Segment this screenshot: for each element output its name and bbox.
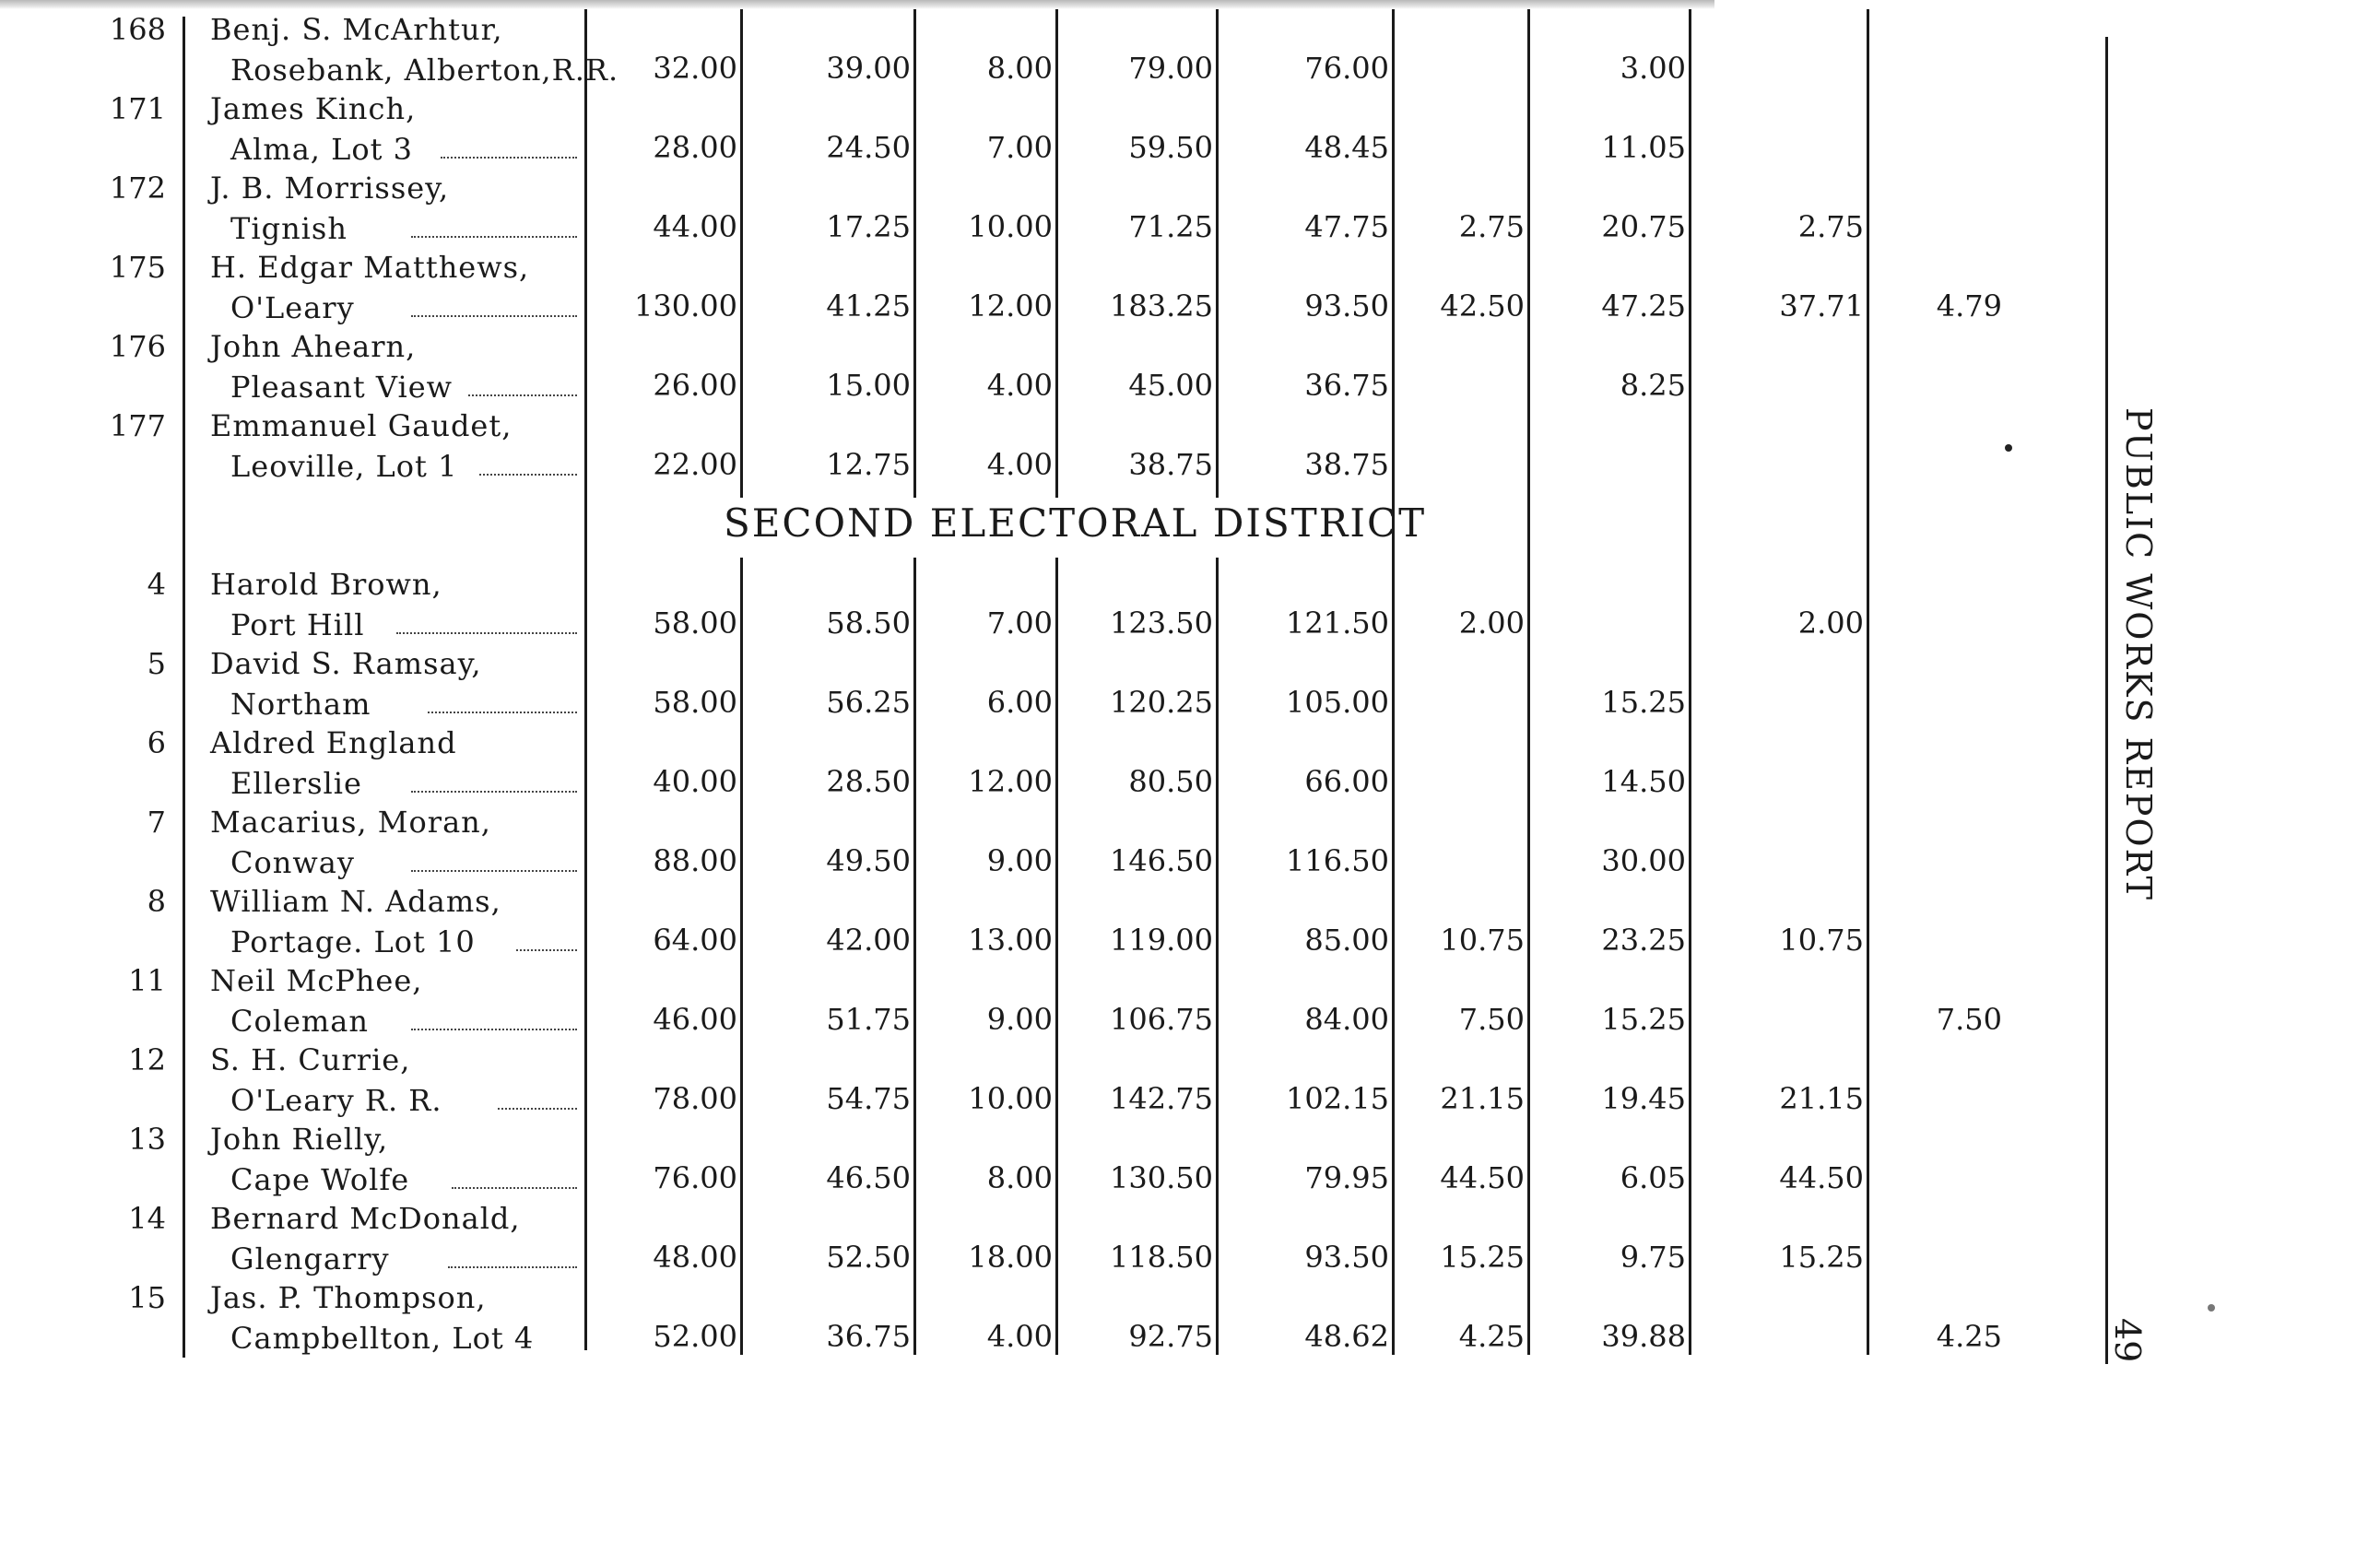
contractor-name: Neil McPhee, — [210, 963, 423, 998]
amount-c3: 10.00 — [968, 1081, 1053, 1116]
amount-c7: 6.05 — [1620, 1160, 1686, 1195]
amount-c2: 52.50 — [826, 1240, 911, 1275]
entry-number: 14 — [128, 1201, 166, 1236]
entry-number: 15 — [128, 1280, 166, 1315]
contractor-name: Jas. P. Thompson, — [210, 1280, 487, 1315]
amount-c4: 45.00 — [1128, 368, 1213, 403]
amount-c2: 54.75 — [826, 1081, 911, 1116]
amount-c5: 84.00 — [1304, 1002, 1389, 1037]
table-row — [0, 564, 2380, 643]
amount-c9: 4.79 — [1936, 288, 2002, 323]
amount-c9: 7.50 — [1936, 1002, 2002, 1037]
contractor-location: Coleman — [230, 1004, 369, 1039]
amount-c7: 20.75 — [1601, 209, 1686, 244]
amount-c7: 23.25 — [1601, 923, 1686, 958]
amount-c1: 46.00 — [653, 1002, 737, 1037]
leader-dots — [411, 236, 577, 238]
amount-c3: 6.00 — [986, 685, 1053, 720]
entry-number: 176 — [109, 329, 166, 364]
amount-c6: 15.25 — [1440, 1240, 1525, 1275]
amount-c7: 14.50 — [1601, 764, 1686, 799]
contractor-name: S. H. Currie, — [210, 1042, 411, 1077]
amount-c2: 36.75 — [826, 1319, 911, 1354]
table-row — [0, 168, 2380, 247]
section-heading: SECOND ELECTORAL DISTRICT — [724, 500, 1427, 546]
amount-c2: 46.50 — [826, 1160, 911, 1195]
table-row — [0, 1040, 2380, 1119]
amount-c8: 44.50 — [1779, 1160, 1864, 1195]
amount-c4: 80.50 — [1128, 764, 1213, 799]
amount-c7: 3.00 — [1620, 51, 1686, 86]
amount-c1: 78.00 — [653, 1081, 737, 1116]
contractor-location: Leoville, Lot 1 — [230, 449, 458, 484]
amount-c2: 17.25 — [826, 209, 911, 244]
amount-c5: 121.50 — [1286, 606, 1389, 641]
leader-dots — [498, 1108, 577, 1110]
contractor-location: Pleasant View — [230, 370, 454, 405]
amount-c3: 7.00 — [986, 606, 1053, 641]
amount-c1: 28.00 — [653, 130, 737, 165]
amount-c6: 42.50 — [1440, 288, 1525, 323]
contractor-name: Bernard McDonald, — [210, 1201, 521, 1236]
amount-c7: 9.75 — [1620, 1240, 1686, 1275]
entry-number: 171 — [109, 91, 166, 126]
contractor-name: David S. Ramsay, — [210, 646, 482, 681]
amount-c3: 18.00 — [968, 1240, 1053, 1275]
leader-dots — [448, 1266, 577, 1268]
entry-number: 172 — [109, 171, 166, 206]
leader-dots — [411, 791, 577, 793]
amount-c4: 38.75 — [1128, 447, 1213, 482]
contractor-name: William N. Adams, — [210, 884, 501, 919]
table-row — [0, 9, 2380, 88]
leader-dots — [411, 1029, 577, 1030]
table-row — [0, 1119, 2380, 1198]
amount-c3: 13.00 — [968, 923, 1053, 958]
amount-c5: 79.95 — [1304, 1160, 1389, 1195]
amount-c7: 39.88 — [1601, 1319, 1686, 1354]
table-row — [0, 643, 2380, 723]
leader-dots — [411, 315, 577, 317]
amount-c2: 51.75 — [826, 1002, 911, 1037]
amount-c1: 40.00 — [653, 764, 737, 799]
amount-c2: 56.25 — [826, 685, 911, 720]
amount-c3: 12.00 — [968, 288, 1053, 323]
amount-c8: 2.00 — [1797, 606, 1864, 641]
amount-c5: 93.50 — [1304, 288, 1389, 323]
amount-c7: 47.25 — [1601, 288, 1686, 323]
amount-c1: 32.00 — [653, 51, 737, 86]
amount-c3: 4.00 — [986, 1319, 1053, 1354]
amount-c5: 47.75 — [1304, 209, 1389, 244]
entry-number: 4 — [147, 567, 166, 602]
amount-c7: 8.25 — [1620, 368, 1686, 403]
amount-c6: 2.75 — [1458, 209, 1525, 244]
amount-c4: 142.75 — [1110, 1081, 1213, 1116]
amount-c3: 8.00 — [986, 51, 1053, 86]
amount-c1: 130.00 — [634, 288, 737, 323]
leader-dots — [452, 1187, 577, 1189]
contractor-name: John Rielly, — [210, 1122, 389, 1157]
amount-c5: 93.50 — [1304, 1240, 1389, 1275]
amount-c1: 22.00 — [653, 447, 737, 482]
amount-c3: 4.00 — [986, 447, 1053, 482]
amount-c5: 36.75 — [1304, 368, 1389, 403]
contractor-location: Portage. Lot 10 — [230, 924, 476, 959]
amount-c5: 105.00 — [1286, 685, 1389, 720]
amount-c4: 92.75 — [1128, 1319, 1213, 1354]
amount-c1: 26.00 — [653, 368, 737, 403]
leader-dots — [441, 157, 577, 159]
amount-c6: 2.00 — [1458, 606, 1525, 641]
amount-c4: 71.25 — [1128, 209, 1213, 244]
amount-c1: 88.00 — [653, 843, 737, 878]
amount-c1: 58.00 — [653, 606, 737, 641]
amount-c4: 120.25 — [1110, 685, 1213, 720]
leader-dots — [396, 632, 577, 634]
leader-dots — [428, 712, 577, 713]
contractor-name: Aldred England — [210, 725, 457, 760]
contractor-name: Macarius, Moran, — [210, 805, 491, 840]
contractor-location: Tignish — [230, 211, 348, 246]
table-row — [0, 1277, 2380, 1357]
amount-c2: 12.75 — [826, 447, 911, 482]
table-row — [0, 802, 2380, 881]
leader-dots — [468, 394, 577, 396]
amount-c1: 76.00 — [653, 1160, 737, 1195]
entry-number: 5 — [147, 646, 166, 681]
table-row — [0, 88, 2380, 168]
contractor-location: Campbellton, Lot 4 — [230, 1321, 535, 1356]
contractor-name: John Ahearn, — [210, 329, 417, 364]
table-row — [0, 247, 2380, 326]
leader-dots — [516, 949, 577, 951]
contractor-name: James Kinch, — [210, 91, 417, 126]
amount-c8: 21.15 — [1779, 1081, 1864, 1116]
page-number: 49 — [2107, 1318, 2148, 1363]
side-title: PUBLIC WORKS REPORT — [2118, 407, 2159, 901]
amount-c4: 118.50 — [1110, 1240, 1213, 1275]
amount-c1: 44.00 — [653, 209, 737, 244]
amount-c5: 38.75 — [1304, 447, 1389, 482]
amount-c6: 44.50 — [1440, 1160, 1525, 1195]
amount-c5: 85.00 — [1304, 923, 1389, 958]
amount-c7: 15.25 — [1601, 1002, 1686, 1037]
entry-number: 13 — [128, 1122, 166, 1157]
amount-c4: 119.00 — [1110, 923, 1213, 958]
amount-c6: 4.25 — [1458, 1319, 1525, 1354]
amount-c3: 9.00 — [986, 843, 1053, 878]
amount-c4: 123.50 — [1110, 606, 1213, 641]
contractor-location: Alma, Lot 3 — [230, 132, 414, 167]
amount-c1: 64.00 — [653, 923, 737, 958]
amount-c7: 19.45 — [1601, 1081, 1686, 1116]
contractor-location: Rosebank, Alberton,R.R. — [230, 53, 619, 88]
amount-c6: 7.50 — [1458, 1002, 1525, 1037]
amount-c2: 42.00 — [826, 923, 911, 958]
amount-c8: 37.71 — [1779, 288, 1864, 323]
ink-speck — [2005, 444, 2012, 452]
table-row — [0, 960, 2380, 1040]
table-row — [0, 1198, 2380, 1277]
contractor-location: Cape Wolfe — [230, 1162, 410, 1197]
amount-c9: 4.25 — [1936, 1319, 2002, 1354]
leader-dots — [411, 870, 577, 872]
amount-c2: 39.00 — [826, 51, 911, 86]
amount-c4: 183.25 — [1110, 288, 1213, 323]
contractor-name: Benj. S. McArhtur, — [210, 12, 503, 47]
entry-number: 11 — [128, 963, 166, 998]
amount-c3: 4.00 — [986, 368, 1053, 403]
table-row — [0, 326, 2380, 406]
leader-dots — [479, 474, 577, 476]
contractor-location: Northam — [230, 687, 371, 722]
amount-c5: 66.00 — [1304, 764, 1389, 799]
amount-c6: 21.15 — [1440, 1081, 1525, 1116]
table-row — [0, 881, 2380, 960]
entry-number: 12 — [128, 1042, 166, 1077]
amount-c5: 48.45 — [1304, 130, 1389, 165]
amount-c5: 102.15 — [1286, 1081, 1389, 1116]
amount-c4: 146.50 — [1110, 843, 1213, 878]
amount-c4: 79.00 — [1128, 51, 1213, 86]
amount-c2: 24.50 — [826, 130, 911, 165]
contractor-location: Conway — [230, 845, 355, 880]
amount-c2: 15.00 — [826, 368, 911, 403]
amount-c7: 30.00 — [1601, 843, 1686, 878]
amount-c2: 28.50 — [826, 764, 911, 799]
amount-c3: 9.00 — [986, 1002, 1053, 1037]
contractor-location: Ellerslie — [230, 766, 362, 801]
amount-c4: 59.50 — [1128, 130, 1213, 165]
contractor-location: Port Hill — [230, 607, 365, 642]
entry-number: 7 — [147, 805, 166, 840]
amount-c2: 58.50 — [826, 606, 911, 641]
contractor-location: O'Leary — [230, 290, 355, 325]
amount-c3: 10.00 — [968, 209, 1053, 244]
contractor-name: Harold Brown, — [210, 567, 442, 602]
entry-number: 175 — [109, 250, 166, 285]
amount-c3: 7.00 — [986, 130, 1053, 165]
amount-c1: 58.00 — [653, 685, 737, 720]
amount-c3: 8.00 — [986, 1160, 1053, 1195]
amount-c8: 10.75 — [1779, 923, 1864, 958]
entry-number: 6 — [147, 725, 166, 760]
entry-number: 8 — [147, 884, 166, 919]
amount-c2: 41.25 — [826, 288, 911, 323]
contractor-location: O'Leary R. R. — [230, 1083, 442, 1118]
contractor-location: Glengarry — [230, 1241, 390, 1276]
entry-number: 177 — [109, 408, 166, 443]
amount-c1: 52.00 — [653, 1319, 737, 1354]
amount-c5: 116.50 — [1286, 843, 1389, 878]
amount-c7: 15.25 — [1601, 685, 1686, 720]
ink-speck — [2208, 1304, 2215, 1312]
amount-c5: 48.62 — [1304, 1319, 1389, 1354]
scan-top-shadow — [0, 0, 1714, 9]
contractor-name: H. Edgar Matthews, — [210, 250, 530, 285]
amount-c3: 12.00 — [968, 764, 1053, 799]
amount-c8: 2.75 — [1797, 209, 1864, 244]
amount-c2: 49.50 — [826, 843, 911, 878]
amount-c8: 15.25 — [1779, 1240, 1864, 1275]
table-row — [0, 406, 2380, 485]
contractor-name: J. B. Morrissey, — [210, 171, 450, 206]
amount-c4: 130.50 — [1110, 1160, 1213, 1195]
table-row — [0, 723, 2380, 802]
amount-c1: 48.00 — [653, 1240, 737, 1275]
entry-number: 168 — [109, 12, 166, 47]
amount-c5: 76.00 — [1304, 51, 1389, 86]
amount-c6: 10.75 — [1440, 923, 1525, 958]
contractor-name: Emmanuel Gaudet, — [210, 408, 513, 443]
amount-c4: 106.75 — [1110, 1002, 1213, 1037]
amount-c7: 11.05 — [1601, 130, 1686, 165]
